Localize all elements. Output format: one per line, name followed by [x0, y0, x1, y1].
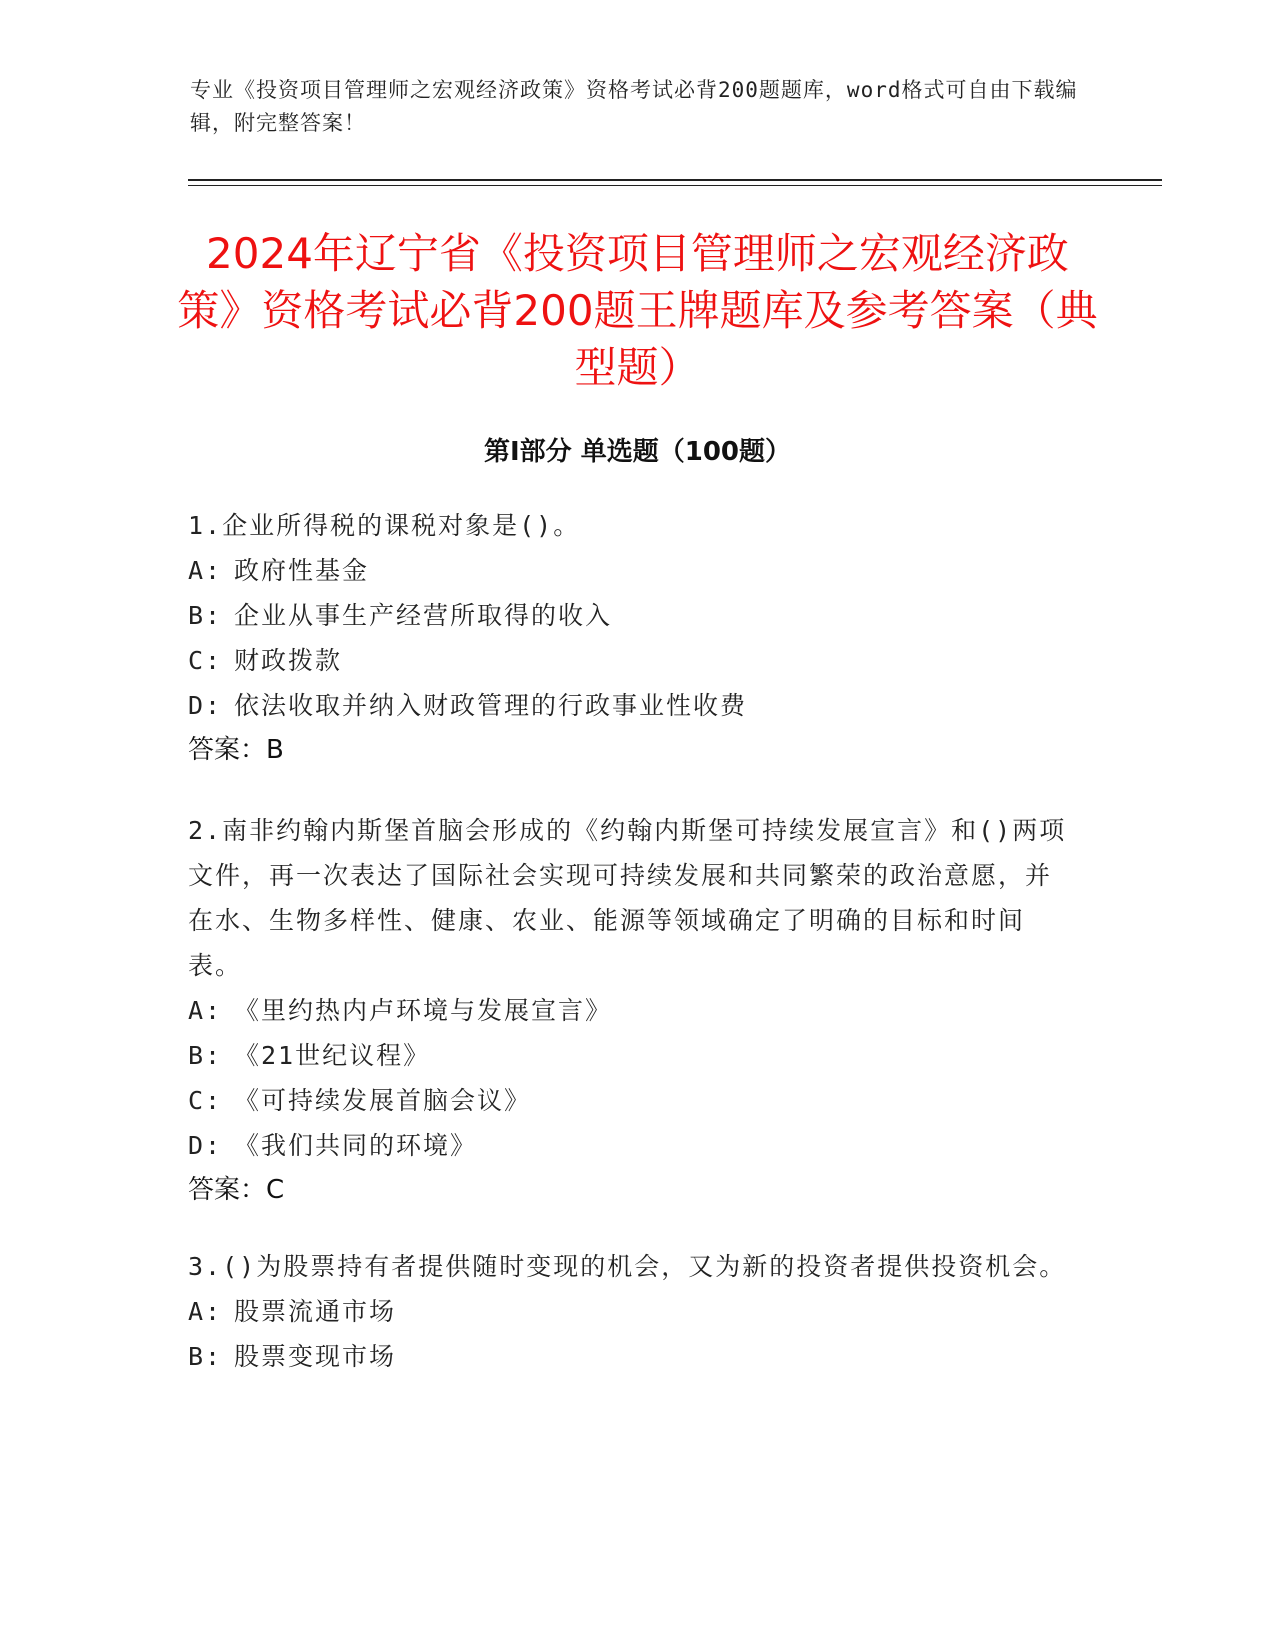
question-stem: 2.南非约翰内斯堡首脑会形成的《约翰内斯堡可持续发展宣言》和()两项文件，再一次表达了国际社会实现可持续发展和共同繁荣的政治意愿，并在水、生物多样性、健康、农业、能源等领域确定了明确的目标和时间表。	[188, 816, 1067, 980]
option-b	[188, 1334, 1068, 1379]
option-b	[188, 593, 1068, 638]
option-text: 股票流通市场	[234, 1297, 397, 1326]
option-text: 《21世纪议程》	[234, 1041, 431, 1070]
option-letter: A:	[188, 996, 223, 1025]
option-letter: A:	[188, 1297, 223, 1326]
option-a	[188, 1289, 1068, 1334]
option-text: 《我们共同的环境》	[234, 1131, 478, 1160]
option-letter: D:	[188, 691, 223, 720]
option-text: 企业从事生产经营所取得的收入	[234, 601, 613, 630]
option-letter: B:	[188, 1342, 223, 1371]
header-note: 专业《投资项目管理师之宏观经济政策》资格考试必背200题题库，word格式可自由下载编辑，附完整答案！	[190, 78, 1078, 135]
question-1	[188, 503, 1068, 773]
option-text: 《里约热内卢环境与发展宣言》	[234, 996, 613, 1025]
header-divider-thick	[188, 179, 1162, 181]
section-heading: 第I部分 单选题（100题）	[484, 437, 791, 467]
option-text: 财政拨款	[234, 646, 343, 675]
option-text: 政府性基金	[234, 556, 370, 585]
question-stem: 3.()为股票持有者提供随时变现的机会，又为新的投资者提供投资机会。	[188, 1252, 1067, 1281]
document-title: 2024年辽宁省《投资项目管理师之宏观经济政策》资格考试必背200题王牌题库及参考答案（典型题）	[177, 229, 1098, 392]
option-a	[188, 988, 1068, 1033]
option-text: 依法收取并纳入财政管理的行政事业性收费	[234, 691, 748, 720]
option-a	[188, 548, 1068, 593]
option-c	[188, 1078, 1068, 1123]
option-text: 《可持续发展首脑会议》	[234, 1086, 532, 1115]
option-text: 股票变现市场	[234, 1342, 397, 1371]
option-c	[188, 638, 1068, 683]
option-letter: C:	[188, 646, 223, 675]
option-letter: B:	[188, 1041, 223, 1070]
answer: 答案：C	[188, 1175, 285, 1205]
question-3	[188, 1244, 1068, 1379]
option-d	[188, 683, 1068, 728]
header-divider-thin	[188, 185, 1162, 186]
option-letter: B:	[188, 601, 223, 630]
question-stem: 1.企业所得税的课税对象是()。	[188, 511, 581, 540]
option-d	[188, 1123, 1068, 1168]
question-2	[188, 808, 1068, 1213]
answer: 答案：B	[188, 735, 284, 765]
option-b	[188, 1033, 1068, 1078]
option-letter: C:	[188, 1086, 223, 1115]
option-letter: D:	[188, 1131, 223, 1160]
option-letter: A:	[188, 556, 223, 585]
